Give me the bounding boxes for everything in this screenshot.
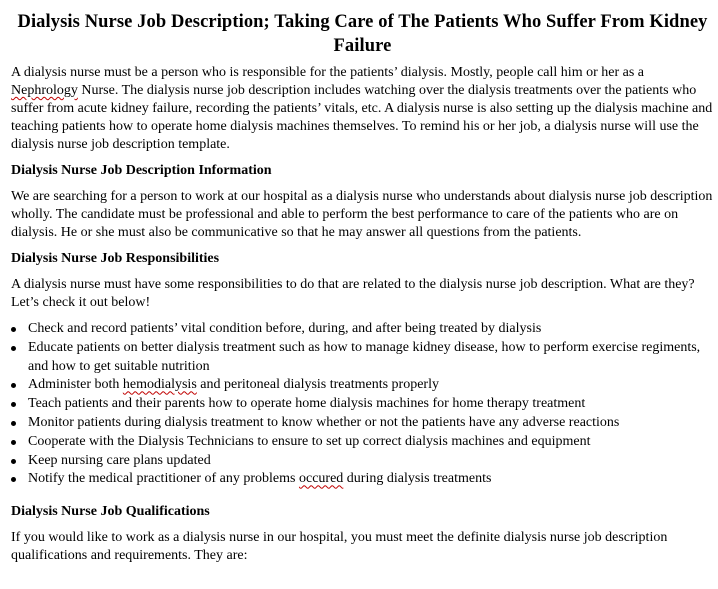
bullet-icon xyxy=(11,383,16,388)
list-item xyxy=(11,395,714,414)
list-item-text: Check and record patients’ vital condition before, during, and after being treated by dialysis xyxy=(28,321,542,336)
section-heading-responsibilities: Dialysis Nurse Job Responsibilities xyxy=(11,251,220,266)
misspelled-word: hemodialysis xyxy=(122,377,197,393)
bullet-icon xyxy=(11,327,16,332)
information-paragraph: We are searching for a person to work at our hospital as a dialysis nurse who understands about dialysis nurse job description wholly. The candidate must be professional and able to perform the best performance to care of the patients who are on dialysis. He or she must also be communicative so that he may answer all questions from the patients. xyxy=(11,189,713,240)
bullet-icon xyxy=(11,421,16,426)
bullet-icon xyxy=(11,477,16,482)
list-item-text: and peritoneal dialysis treatments properly xyxy=(196,377,439,393)
misspelled-word: Nephrology xyxy=(11,83,78,98)
section-heading-information: Dialysis Nurse Job Description Information xyxy=(11,163,272,178)
list-item-text: Cooperate with the Dialysis Technicians to ensure to set up correct dialysis machines and equipment xyxy=(28,433,591,449)
bullet-icon xyxy=(11,402,16,407)
list-item-text: Administer both xyxy=(28,377,123,393)
list-item xyxy=(11,414,714,433)
list-item-text: Keep nursing care plans updated xyxy=(28,452,211,468)
list-item xyxy=(11,452,714,471)
misspelled-word: occured xyxy=(298,471,344,487)
list-item xyxy=(11,470,714,489)
bullet-icon xyxy=(11,459,16,464)
list-item-text: during dialysis treatments xyxy=(343,471,492,487)
responsibilities-list xyxy=(11,320,714,489)
list-item-text: Notify the medical practitioner of any problems xyxy=(28,471,299,487)
section-heading-qualifications: Dialysis Nurse Job Qualifications xyxy=(11,504,210,520)
bullet-icon xyxy=(11,440,16,445)
intro-paragraph xyxy=(11,64,714,154)
list-item xyxy=(11,339,714,377)
intro-text-part2: Nurse. The dialysis nurse job description includes watching over the dialysis treatments over the patients who suffer from acute kidney failure, recording the patients’ vitals, etc. A dialysis nurse is also setting up the dialysis machine and teaching patients how to operate home dialysis machines themselves. To remind his or her job, a dialysis nurse will use the dialysis nurse job description template. xyxy=(11,83,713,152)
list-item-text: Educate patients on better dialysis treatment such as how to manage kidney disease, how to perform exercise regiments, and how to get suitable nutrition xyxy=(28,339,701,374)
list-item xyxy=(11,433,714,452)
responsibilities-paragraph: A dialysis nurse must have some responsibilities to do that are related to the dialysis nurse job description. What are they? Let’s check it out below! xyxy=(11,277,695,310)
list-item-text: Teach patients and their parents how to operate home dialysis machines for home therapy treatment xyxy=(28,396,586,412)
list-item-text: Monitor patients during dialysis treatment to know whether or not the patients have any adverse reactions xyxy=(28,414,620,430)
list-item xyxy=(11,320,714,339)
bullet-icon xyxy=(11,346,16,351)
list-item xyxy=(11,376,714,395)
qualifications-paragraph: If you would like to work as a dialysis nurse in our hospital, you must meet the definite dialysis nurse job description qualifications and requirements. They are: xyxy=(11,530,668,564)
document-title: Dialysis Nurse Job Description; Taking Care of The Patients Who Suffer From Kidney Failure xyxy=(17,12,708,56)
intro-text-part1: A dialysis nurse must be a person who is responsible for the patients’ dialysis. Mostly, people call him or her as a xyxy=(11,65,644,80)
